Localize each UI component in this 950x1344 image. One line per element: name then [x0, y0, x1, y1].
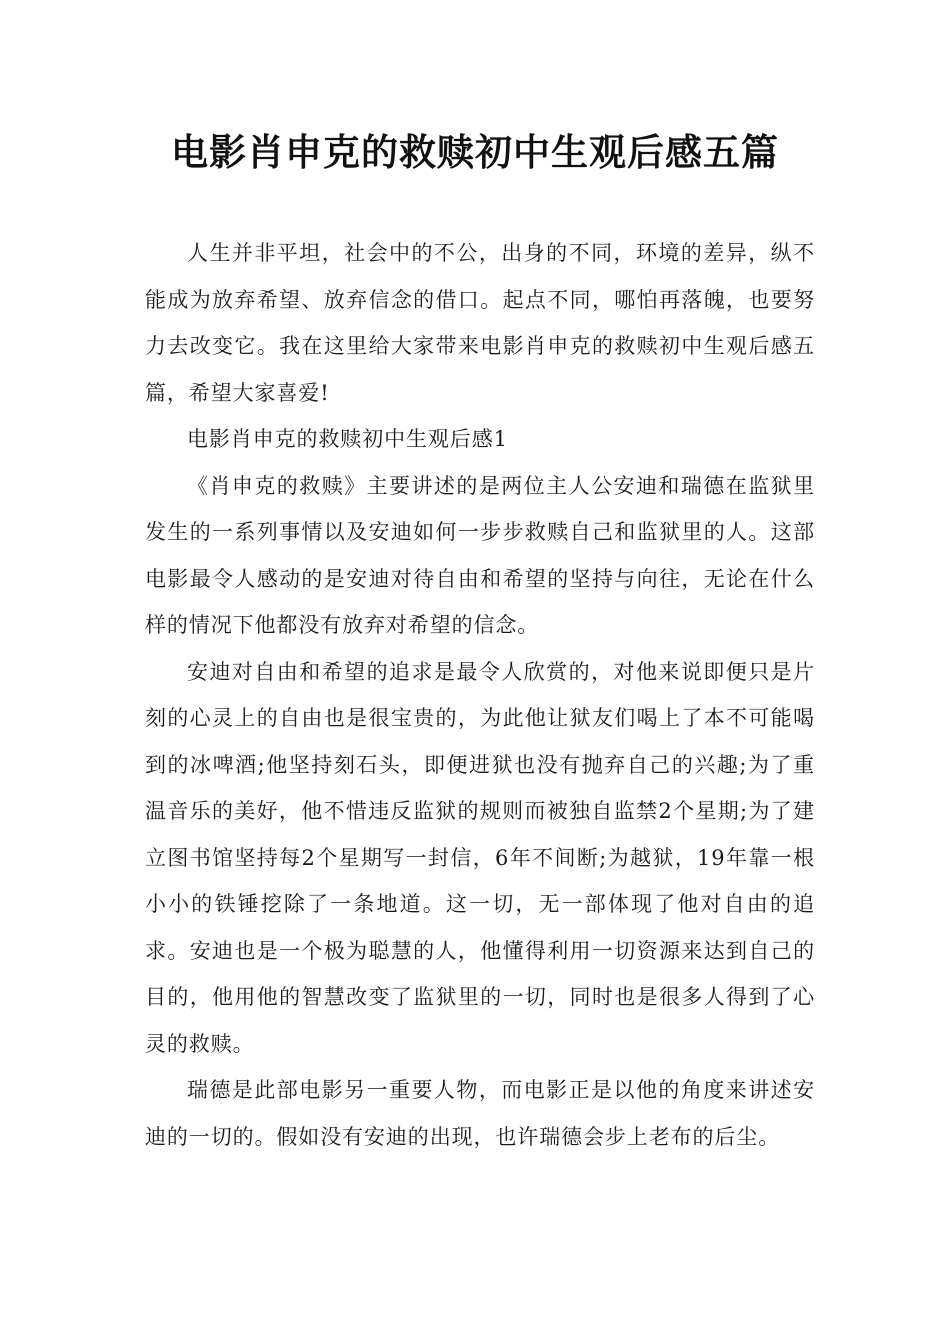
section-heading: 电影肖申克的救赎初中生观后感1	[187, 427, 508, 451]
intro-paragraph: 人生并非平坦，社会中的不公，出身的不同，环境的差异，纵不能成为放弃希望、放弃信念的借口。起点不同，哪怕再落魄，也要努力去改变它。我在这里给大家带来电影肖申克的救赎初中生观后感五篇，希望大家喜爱!	[145, 241, 815, 405]
document-title: 电影肖申克的救赎初中生观后感五篇	[171, 131, 779, 174]
document-body	[145, 230, 815, 1160]
body-paragraph-3: 瑞德是此部电影另一重要人物，而电影正是以他的角度来讲述安迪的一切的。假如没有安迪的出现，也许瑞德会步上老布的后尘。	[145, 1078, 815, 1149]
body-paragraph-2: 安迪对自由和希望的追求是最令人欣赏的，对他来说即便只是片刻的心灵上的自由也是很宝贵的，为此他让狱友们喝上了本不可能喝到的冰啤酒;他坚持刻石头，即便进狱也没有抛弃自己的兴趣;为了重温音乐的美好，他不惜违反监狱的规则而被独自监禁2个星期;为了建立图书馆坚持每2个星期写一封信，6年不间断;为越狱，19年靠一根小小的铁锤挖除了一条地道。这一切，无一部体现了他对自由的追求。安迪也是一个极为聪慧的人，他懂得利用一切资源来达到自己的目的，他用他的智慧改变了监狱里的一切，同时也是很多人得到了心灵的救赎。	[145, 659, 815, 1056]
body-paragraph-1: 《肖申克的救赎》主要讲述的是两位主人公安迪和瑞德在监狱里发生的一系列事情以及安迪如何一步步救赎自己和监狱里的人。这部电影最令人感动的是安迪对待自由和希望的坚持与向往，无论在什么样的情况下他都没有放弃对希望的信念。	[145, 473, 815, 637]
